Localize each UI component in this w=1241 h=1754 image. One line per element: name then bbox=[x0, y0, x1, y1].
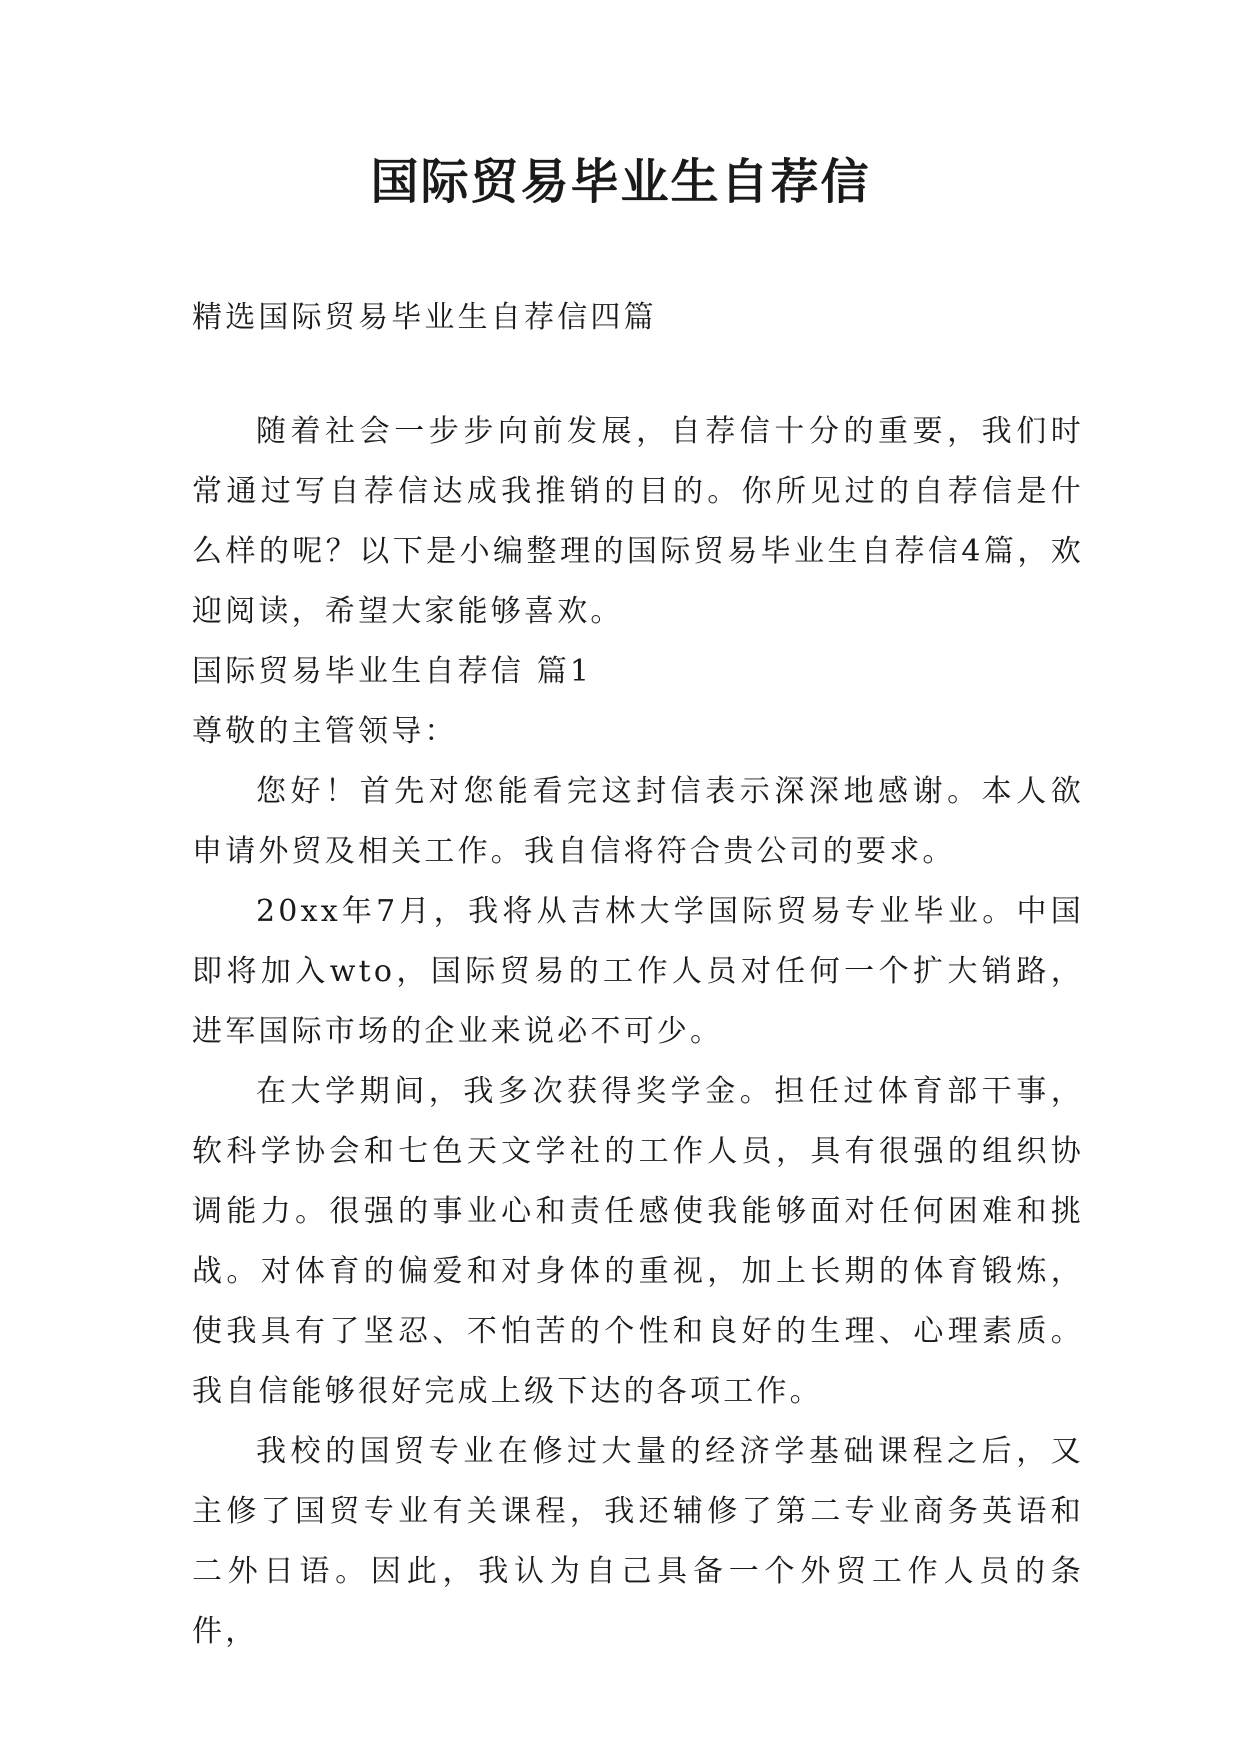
body-paragraph-2: 20xx年7月，我将从吉林大学国际贸易专业毕业。中国即将加入wto，国际贸易的工作人员对任何一个扩大销路，进军国际市场的企业来说必不可少。 bbox=[192, 894, 1084, 1049]
body-paragraph-1: 您好！首先对您能看完这封信表示深深地感谢。本人欲申请外贸及相关工作。我自信将符合贵公司的要求。 bbox=[192, 774, 1084, 869]
body-paragraph-4: 我校的国贸专业在修过大量的经济学基础课程之后，又主修了国贸专业有关课程，我还辅修了第二专业商务英语和二外日语。因此，我认为自己具备一个外贸工作人员的条件， bbox=[192, 1434, 1084, 1649]
body-paragraph-3: 在大学期间，我多次获得奖学金。担任过体育部干事，软科学协会和七色天文学社的工作人员，具有很强的组织协调能力。很强的事业心和责任感使我能够面对任何困难和挑战。对体育的偏爱和对身体的重视，加上长期的体育锻炼，使我具有了坚忍、不怕苦的个性和良好的生理、心理素质。我自信能够很好完成上级下达的各项工作。 bbox=[192, 1074, 1084, 1409]
section-heading: 国际贸易毕业生自荐信 篇1 bbox=[192, 654, 593, 689]
document-subtitle: 精选国际贸易毕业生自荐信四篇 bbox=[192, 300, 657, 335]
document-title: 国际贸易毕业生自荐信 bbox=[370, 154, 871, 210]
intro-paragraph: 随着社会一步步向前发展，自荐信十分的重要，我们时常通过写自荐信达成我推销的目的。你所见过的自荐信是什么样的呢？以下是小编整理的国际贸易毕业生自荐信4篇，欢迎阅读，希望大家能够喜欢。 bbox=[192, 414, 1084, 629]
salutation: 尊敬的主管领导： bbox=[192, 714, 458, 749]
document-body bbox=[192, 288, 1084, 1662]
